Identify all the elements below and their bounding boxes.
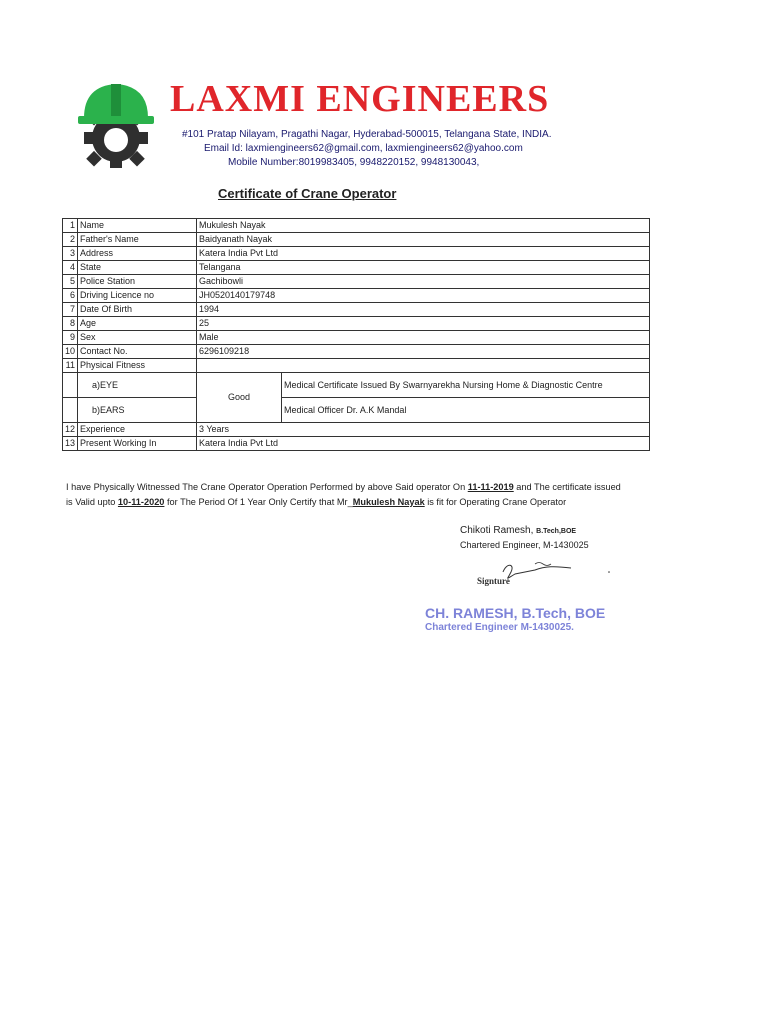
signatory-name: Chikoti Ramesh, B.Tech,BOE bbox=[460, 525, 577, 536]
table-row bbox=[63, 317, 650, 331]
medical-certificate-text: Medical Certificate Issued By Swarnyarekha Nursing Home & Diagnostic Centre bbox=[282, 373, 650, 398]
table-row bbox=[63, 233, 650, 247]
company-email: Email Id: laxmiengineers62@gmail.com, laxmiengineers62@yahoo.com bbox=[204, 143, 523, 154]
row-value: Male bbox=[197, 331, 650, 345]
row-label: Present Working In bbox=[78, 437, 197, 451]
table-row bbox=[63, 219, 650, 233]
row-number: 7 bbox=[63, 303, 78, 317]
row-label: Contact No. bbox=[78, 345, 197, 359]
row-number: 8 bbox=[63, 317, 78, 331]
stamp-line: CH. RAMESH, B.Tech, BOE bbox=[425, 605, 606, 621]
certification-statement bbox=[66, 480, 666, 510]
row-value: 6296109218 bbox=[197, 345, 650, 359]
table-row bbox=[63, 275, 650, 289]
stamp-line: Chartered Engineer M-1430025. bbox=[425, 622, 574, 633]
ears-label: b)EARS bbox=[78, 398, 197, 423]
medical-officer-text: Medical Officer Dr. A.K Mandal bbox=[282, 398, 650, 423]
fitness-status: Good bbox=[197, 373, 282, 423]
table-row bbox=[63, 289, 650, 303]
helmet-gear-logo-icon bbox=[76, 78, 156, 170]
company-name: LAXMI ENGINEERS bbox=[170, 78, 550, 120]
row-value: 1994 bbox=[197, 303, 650, 317]
company-contact bbox=[182, 128, 552, 170]
row-label: Age bbox=[78, 317, 197, 331]
validity-date: 10-11-2020 bbox=[117, 497, 165, 507]
row-value: Katera India Pvt Ltd bbox=[197, 247, 650, 261]
row-value: Katera India Pvt Ltd bbox=[197, 437, 650, 451]
row-number: 2 bbox=[63, 233, 78, 247]
row-value bbox=[197, 359, 650, 373]
signatory-role: Chartered Engineer, M-1430025 bbox=[460, 540, 589, 550]
table-row bbox=[63, 359, 650, 373]
row-number: 11 bbox=[63, 359, 78, 373]
row-number: 9 bbox=[63, 331, 78, 345]
row-number: 13 bbox=[63, 437, 78, 451]
table-row bbox=[63, 331, 650, 345]
row-label: Driving Licence no bbox=[78, 289, 197, 303]
official-stamp bbox=[425, 605, 605, 633]
row-number: 6 bbox=[63, 289, 78, 303]
row-label: Date Of Birth bbox=[78, 303, 197, 317]
certificate-title: Certificate of Crane Operator bbox=[218, 186, 397, 201]
witness-date: 11-11-2019 bbox=[467, 482, 514, 492]
row-value: 3 Years bbox=[197, 423, 650, 437]
statement-text: I have Physically Witnessed The Crane Operator Operation Performed by above Said operator On bbox=[66, 482, 468, 492]
row-value: Telangana bbox=[197, 261, 650, 275]
table-row bbox=[63, 303, 650, 317]
row-number: 5 bbox=[63, 275, 78, 289]
row-label: Name bbox=[78, 219, 197, 233]
row-number: 10 bbox=[63, 345, 78, 359]
row-label: Experience bbox=[78, 423, 197, 437]
signature-label: Signture bbox=[477, 576, 510, 586]
table-row bbox=[63, 261, 650, 275]
row-number: 4 bbox=[63, 261, 78, 275]
signatory-qualification: B.Tech,BOE bbox=[536, 528, 577, 535]
row-value: 25 bbox=[197, 317, 650, 331]
eye-label: a)EYE bbox=[78, 373, 197, 398]
statement-text: for The Period Of 1 Year Only Certify that Mr_ bbox=[164, 497, 353, 507]
row-label: Sex bbox=[78, 331, 197, 345]
statement-text: and The certificate issued bbox=[513, 482, 621, 492]
fitness-eye-row bbox=[63, 373, 650, 398]
row-value: Baidyanath Nayak bbox=[197, 233, 650, 247]
row-value: JH0520140179748 bbox=[197, 289, 650, 303]
row-number: 1 bbox=[63, 219, 78, 233]
row-number: 3 bbox=[63, 247, 78, 261]
row-value: Gachibowli bbox=[197, 275, 650, 289]
statement-text: is Valid upto bbox=[66, 497, 118, 507]
row-number: 12 bbox=[63, 423, 78, 437]
row-label: State bbox=[78, 261, 197, 275]
operator-details-table bbox=[62, 218, 650, 451]
table-row bbox=[63, 247, 650, 261]
row-value: Mukulesh Nayak bbox=[197, 219, 650, 233]
statement-text: is fit for Operating Crane Operator bbox=[424, 497, 567, 507]
operator-name: Mukulesh Nayak bbox=[352, 497, 425, 507]
row-label: Police Station bbox=[78, 275, 197, 289]
row-label: Address bbox=[78, 247, 197, 261]
fitness-ears-row bbox=[63, 398, 650, 423]
table-row bbox=[63, 345, 650, 359]
company-mobile: Mobile Number:8019983405, 9948220152, 9948130043, bbox=[228, 157, 480, 168]
row-label: Physical Fitness bbox=[78, 359, 197, 373]
company-address: #101 Pratap Nilayam, Pragathi Nagar, Hyderabad-500015, Telangana State, INDIA. bbox=[182, 129, 552, 140]
table-row bbox=[63, 423, 650, 437]
row-label: Father's Name bbox=[78, 233, 197, 247]
table-row bbox=[63, 437, 650, 451]
letterhead bbox=[60, 70, 640, 180]
